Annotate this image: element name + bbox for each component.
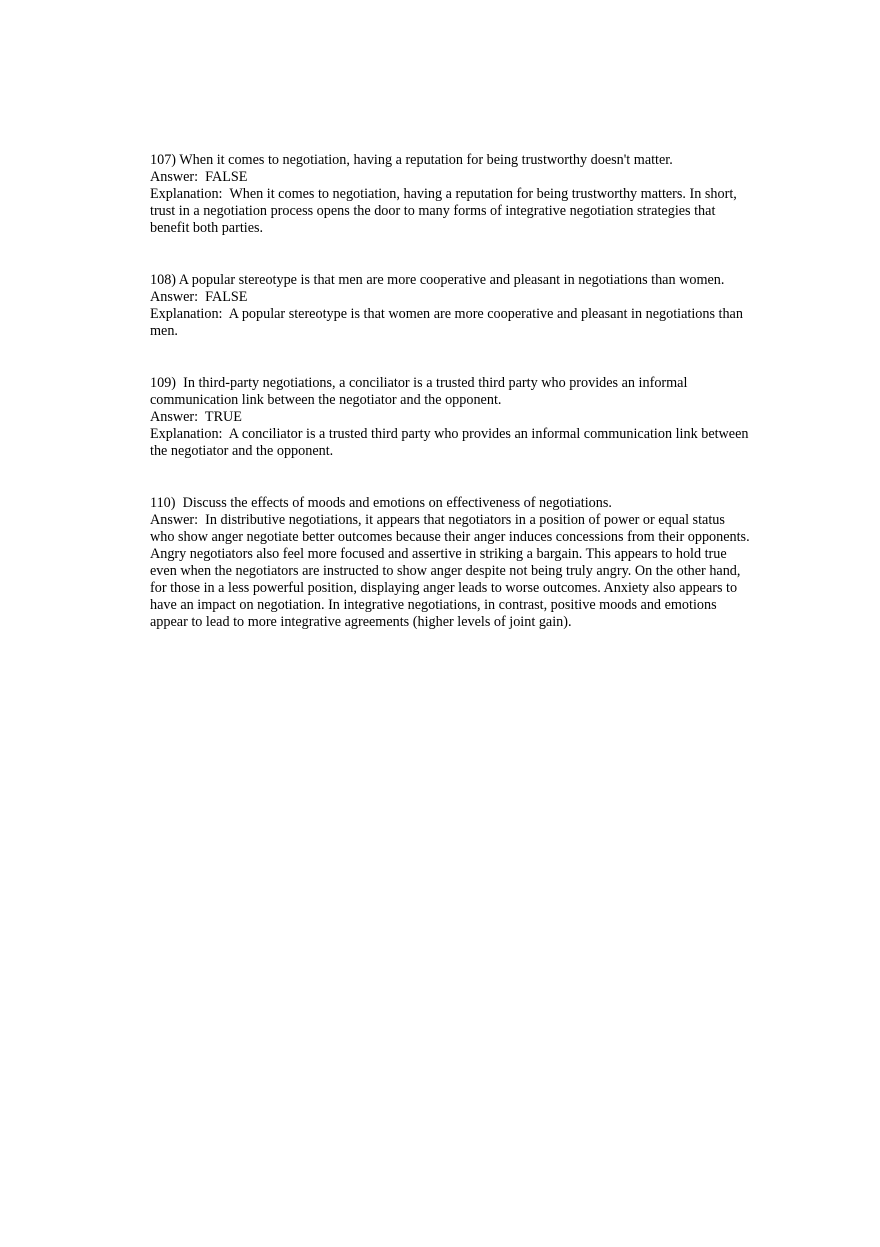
question-list (150, 152, 753, 666)
answer-text: Answer: FALSE (150, 169, 248, 185)
answer-text: Answer: TRUE (150, 409, 242, 425)
explanation-text: Explanation: When it comes to negotiation, having a reputation for being trustworthy matters. In short, trust in a negotiation process opens the door to many forms of integrative negotiation strategies that benefit both parties. (150, 186, 741, 236)
question-text: 107) When it comes to negotiation, having a reputation for being trustworthy doesn't matter. (150, 152, 673, 168)
explanation-text: Explanation: A popular stereotype is that women are more cooperative and pleasant in negotiations than men. (150, 306, 747, 339)
question-text: 108) A popular stereotype is that men are more cooperative and pleasant in negotiations than women. (150, 272, 725, 288)
question-block-109 (150, 375, 753, 460)
question-block-108 (150, 272, 750, 340)
answer-text: Answer: In distributive negotiations, it appears that negotiators in a position of power or equal status who show anger negotiate better outcomes because their anger induces concessions from their opponents. Angry negotiators also feel more focused and assertive in striking a bargain. This appears to hold true even when the negotiators are instructed to show anger despite not being truly angry. On the other hand, for those in a less powerful position, displaying anger leads to worse outcomes. Anxiety also appears to have an impact on negotiation. In integrative negotiations, in contrast, positive moods and emotions appear to lead to more integrative agreements (higher levels of joint gain). (150, 512, 753, 630)
question-block-110 (150, 495, 753, 631)
answer-text: Answer: FALSE (150, 289, 248, 305)
question-block-107 (150, 152, 750, 237)
question-text: 110) Discuss the effects of moods and emotions on effectiveness of negotiations. (150, 495, 612, 511)
question-text: 109) In third-party negotiations, a conciliator is a trusted third party who provides an informal communication link between the negotiator and the opponent. (150, 375, 691, 408)
explanation-text: Explanation: A conciliator is a trusted third party who provides an informal communication link between the negotiator and the opponent. (150, 426, 753, 459)
